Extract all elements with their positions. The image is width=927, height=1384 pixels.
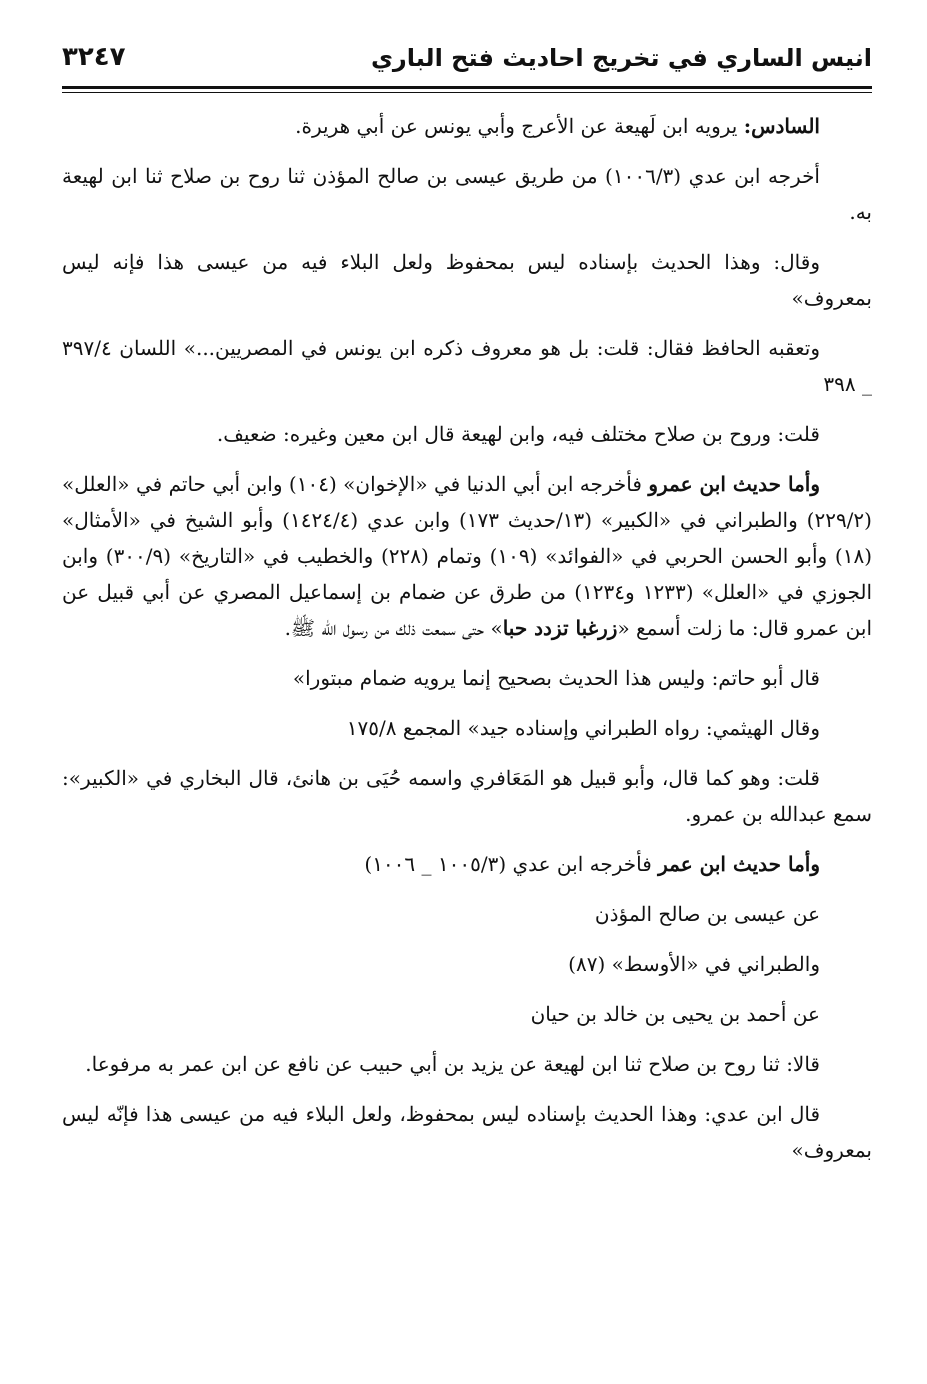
paragraph-text: يرويه ابن لَهيعة عن الأعرج وأبي يونس عن أبي هريرة. — [295, 114, 744, 138]
header-rule — [62, 86, 872, 89]
paragraph-text: قلت: وهو كما قال، وأبو قبيل هو المَعَافري واسمه حُيَى بن هانئ، قال البخاري في «الكبير»: سمع عبدالله بن عمرو. — [62, 766, 872, 826]
paragraph-text: وقال: وهذا الحديث بإسناده ليس بمحفوظ ولعل البلاء فيه من عيسى هذا فإنه ليس بمعروف» — [62, 250, 872, 310]
paragraph — [62, 660, 872, 696]
paragraph-text: فأخرجه ابن أبي الدنيا في «الإخوان» (١٠٤) وابن أبي حاتم في «العلل» (٢٢٩/٢) والطبراني في «الكبير» (١٣/حديث ١٧٣) وابن عدي (١٤٢٤/٤) وأبو الشيخ في «الأمثال» (١٨) وأبو الحسن الحربي في «الفوائد» (١٠٩) وتمام (٢٢٨) والخطيب في «التاريخ» (٣٠٠/٩) وابن الجوزي في «العلل» (١٢٣٣ و١٢٣٤) من طرق عن ضمام بن إسماعيل المصري عن أبي قبيل عن ابن عمرو قال: ما زلت أسمع « — [62, 472, 873, 640]
paragraph — [62, 108, 872, 144]
page-number: ٣٢٤٧ — [62, 42, 126, 72]
paragraph — [62, 158, 872, 230]
paragraph-text: قال أبو حاتم: وليس هذا الحديث بصحيح إنما يرويه ضمام مبتورا» — [292, 666, 820, 690]
paragraph — [62, 1046, 872, 1082]
paragraph-text: وقال الهيثمي: رواه الطبراني وإسناده جيد» المجمع ١٧٥/٨ — [346, 716, 820, 740]
running-header — [62, 38, 872, 86]
paragraph-tail: » حتى سمعت ذلك من رسول الله ﷺ. — [284, 616, 503, 640]
paragraph — [62, 416, 872, 452]
paragraph-text: عن أحمد بن يحيى بن خالد بن حيان — [530, 1002, 820, 1026]
book-title: انيس الساري في تخريج احاديث فتح الباري — [370, 44, 872, 72]
paragraph-text: وتعقبه الحافظ فقال: قلت: بل هو معروف ذكره ابن يونس في المصريين...» اللسان ٣٩٧/٤ _ ٣٩٨ — [62, 336, 872, 396]
paragraph — [62, 760, 872, 832]
section-lead: وأما حديث ابن عمرو — [648, 472, 820, 496]
section-lead: وأما حديث ابن عمر — [658, 852, 820, 876]
paragraph — [62, 466, 872, 646]
paragraph — [62, 330, 872, 402]
paragraph — [62, 996, 872, 1032]
paragraph — [62, 244, 872, 316]
paragraph — [62, 946, 872, 982]
paragraph-text: قال ابن عدي: وهذا الحديث بإسناده ليس بمحفوظ، ولعل البلاء فيه من عيسى هذا فإنّه ليس بمعروف» — [62, 1102, 872, 1162]
paragraph-text: قلت: وروح بن صلاح مختلف فيه، وابن لهيعة قال ابن معين وغيره: ضعيف. — [216, 422, 820, 446]
paragraph-text: عن عيسى بن صالح المؤذن — [594, 902, 820, 926]
paragraph — [62, 896, 872, 932]
paragraph — [62, 1096, 872, 1168]
quoted-phrase: زرغبا تزدد حبا — [502, 616, 618, 640]
paragraph-text: فأخرجه ابن عدي (١٠٠٥/٣ _ ١٠٠٦) — [364, 852, 659, 876]
paragraph — [62, 710, 872, 746]
section-lead: السادس: — [743, 114, 820, 138]
page-body — [62, 108, 872, 1182]
paragraph-text: قالا: ثنا روح بن صلاح ثنا ابن لهيعة عن يزيد بن أبي حبيب عن نافع عن ابن عمر به مرفوعا. — [85, 1052, 820, 1076]
header-rule-thin — [62, 92, 872, 93]
paragraph — [62, 846, 872, 882]
paragraph-text: والطبراني في «الأوسط» (٨٧) — [568, 952, 820, 976]
paragraph-text: أخرجه ابن عدي (١٠٠٦/٣) من طريق عيسى بن صالح المؤذن ثنا روح بن صلاح ثنا ابن لهيعة به. — [62, 164, 872, 224]
